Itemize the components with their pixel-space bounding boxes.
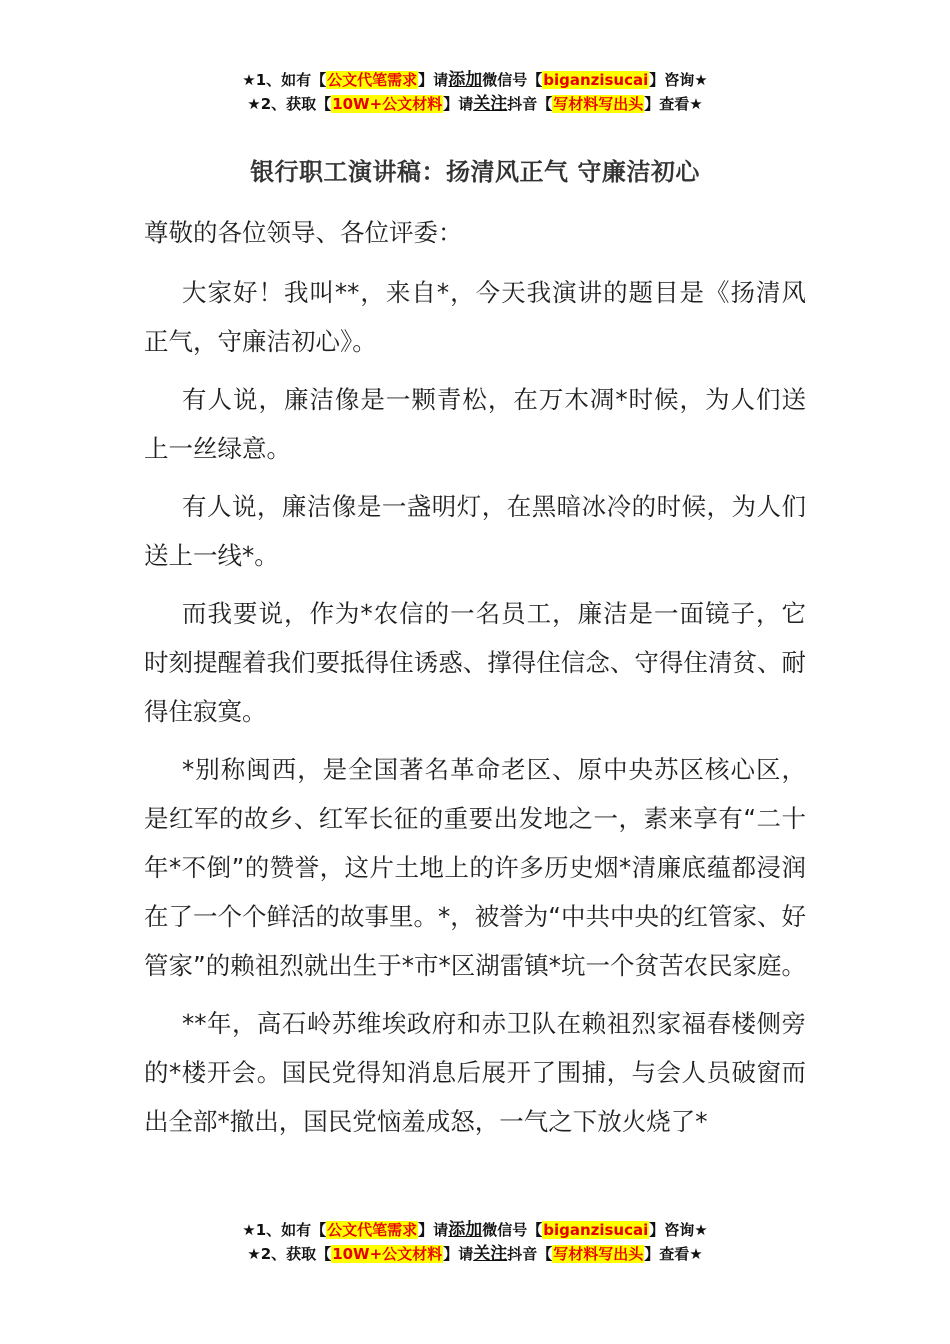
header-line-2-text: 】请 <box>443 95 474 113</box>
header-line-1-prefix: ★1、如有【 <box>242 71 327 89</box>
footer-line-2-highlight-douyin: 写材料写出头 <box>553 1245 644 1263</box>
header-line-2-prefix: ★2、获取【 <box>247 95 332 113</box>
header-line-1-highlight-wechat: biganzisucai <box>543 71 649 89</box>
header-line-1-text: 】请 <box>418 71 449 89</box>
header-line-2-text-2: 抖音【 <box>507 95 553 113</box>
header-line-2-highlight-materials: 10W+公文材料 <box>332 95 443 113</box>
footer-banner <box>0 1218 950 1266</box>
header-line-1-text-2: 微信号【 <box>482 71 543 89</box>
header-banner <box>0 68 950 116</box>
header-line-2-suffix: 】查看★ <box>644 95 703 113</box>
document-title: 银行职工演讲稿：扬清风正气 守廉洁初心 <box>250 158 700 186</box>
paragraph: 大家好！我叫**，来自*，今天我演讲的题目是《扬清风正气，守廉洁初心》。 <box>144 278 806 356</box>
footer-line-2-emphasis: 关注 <box>473 1244 508 1264</box>
header-line-1-emphasis: 添加 <box>448 70 483 90</box>
footer-line-2-highlight-materials: 10W+公文材料 <box>332 1245 443 1263</box>
footer-line-1-text: 】请 <box>418 1221 449 1239</box>
footer-line-1-text-2: 微信号【 <box>482 1221 543 1239</box>
header-line-2-emphasis: 关注 <box>473 94 508 114</box>
paragraph: **年，高石岭苏维埃政府和赤卫队在赖祖烈家福春楼侧旁的*楼开会。国民党得知消息后展开了围捕，与会人员破窗而出全部*撤出，国民党恼羞成怒，一气之下放火烧了* <box>144 1009 806 1136</box>
paragraph: 而我要说，作为*农信的一名员工，廉洁是一面镜子，它时刻提醒着我们要抵得住诱惑、撑得住信念、守得住清贫、耐得住寂寞。 <box>144 599 806 726</box>
footer-line-1-highlight-service: 公文代笔需求 <box>327 1221 418 1239</box>
paragraph: *别称闽西，是全国著名革命老区、原中央苏区核心区，是红军的故乡、红军长征的重要出发地之一，素来享有“二十年*不倒”的赞誉，这片土地上的许多历史烟*清廉底蕴都浸润在了一个个鲜活的故事里。*，被誉为“中共中央的红管家、好管家”的赖祖烈就出生于*市*区湖雷镇*坑一个贫苦农民家庭。 <box>144 755 806 980</box>
footer-line-1-prefix: ★1、如有【 <box>242 1221 327 1239</box>
footer-line-1-suffix: 】咨询★ <box>649 1221 708 1239</box>
footer-line-2-suffix: 】查看★ <box>644 1245 703 1263</box>
paragraph: 有人说，廉洁像是一颗青松，在万木凋*时候，为人们送上一丝绿意。 <box>144 385 806 463</box>
header-line-1 <box>0 68 950 92</box>
footer-line-2 <box>0 1242 950 1266</box>
salutation: 尊敬的各位领导、各位评委： <box>144 218 463 247</box>
footer-line-2-prefix: ★2、获取【 <box>247 1245 332 1263</box>
footer-line-2-text: 】请 <box>443 1245 474 1263</box>
footer-line-1 <box>0 1218 950 1242</box>
header-line-1-suffix: 】咨询★ <box>649 71 708 89</box>
footer-line-1-highlight-wechat: biganzisucai <box>543 1221 649 1239</box>
footer-line-1-emphasis: 添加 <box>448 1220 483 1240</box>
header-line-2-highlight-douyin: 写材料写出头 <box>553 95 644 113</box>
paragraph: 有人说，廉洁像是一盏明灯，在黑暗冰冷的时候，为人们送上一线*。 <box>144 492 806 570</box>
footer-line-2-text-2: 抖音【 <box>507 1245 553 1263</box>
header-line-2 <box>0 92 950 116</box>
document-body <box>144 208 806 1155</box>
header-line-1-highlight-service: 公文代笔需求 <box>327 71 418 89</box>
